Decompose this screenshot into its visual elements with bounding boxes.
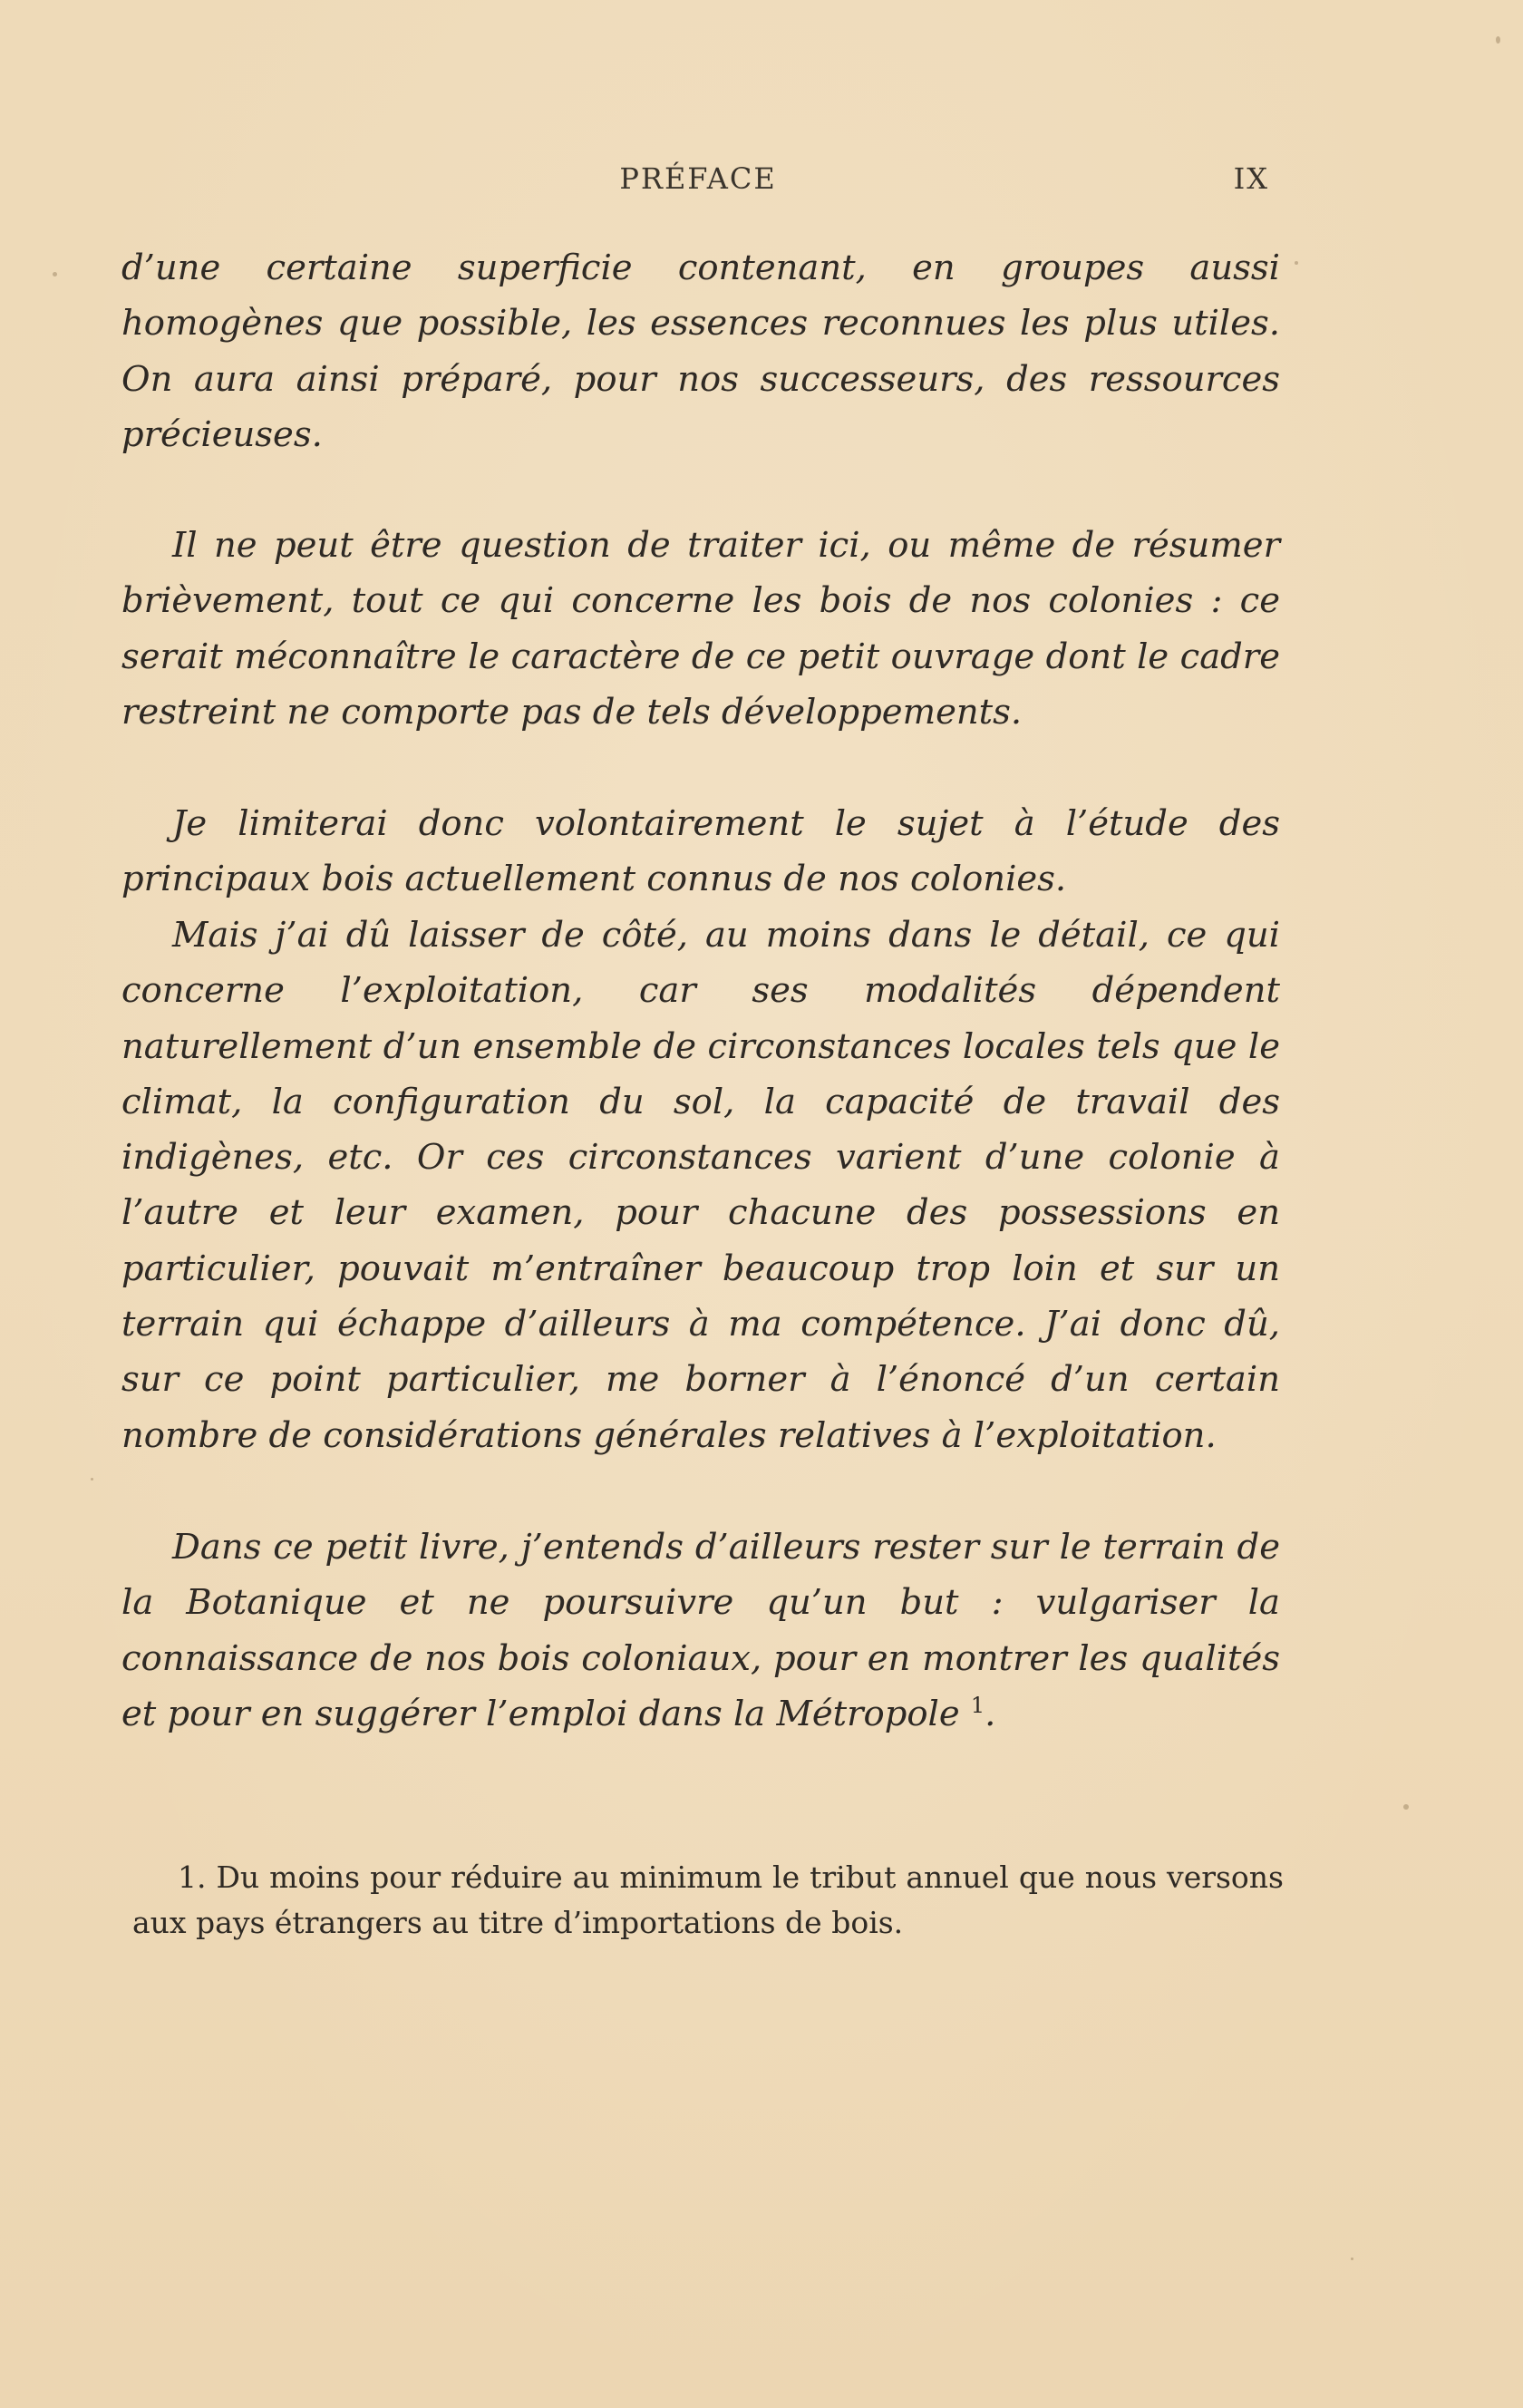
paper-speck: [1496, 36, 1500, 44]
paragraph-with-footnote: [121, 1520, 1280, 1742]
paragraph: Je limiterai donc volontairement le sujet à l’étude des principaux bois actuellement connus de nos colonies.: [121, 803, 1280, 900]
paragraph: Mais j’ai dû laisser de côté, au moins dans le détail, ce qui concerne l’exploitation, car ses modalités dépendent naturellement d’un ensemble de circonstances locales tels que le climat, la configuration du sol, la capacité de travail des indigènes, etc. Or ces circonstances varient d’une colonie à l’autre et leur examen, pour chacune des possessions en particulier, pouvait m’entraîner beaucoup trop loin et sur un terrain qui échappe d’ailleurs à ma compétence. J’ai donc dû, sur ce point particulier, me borner à l’énoncé d’un certain nombre de considérations générales relatives à l’exploitation.: [121, 915, 1280, 1456]
paragraph: Il ne peut être question de traiter ici, ou même de résumer brièvement, tout ce qui concerne les bois de nos colonies : ce serait méconnaître le caractère de ce petit ouvrage dont le cadre restreint ne comporte pas de tels développements.: [121, 525, 1280, 733]
paper-speck: [1351, 2258, 1353, 2260]
footnote-reference[interactable]: 1: [970, 1692, 985, 1718]
paragraph-continuation: d’une certaine superficie contenant, en groupes aussi homogènes que possible, les essences reconnues les plus utiles. On aura ainsi préparé, pour nos successeurs, des ressources précieuses.: [121, 248, 1280, 455]
paragraph-text: Dans ce petit livre, j’entends d’ailleurs rester sur le terrain de la Botanique et ne poursuivre qu’un but : vulgariser la connaissance de nos bois coloniaux, pour en montrer les qualités et pour en suggérer l’emploi dans la Métropole: [121, 1527, 1280, 1734]
running-title: PRÉFACE: [619, 161, 777, 196]
footnote: 1. Du moins pour réduire au minimum le tribut annuel que nous versons aux pays étrangers au titre d’importations de bois.: [132, 1859, 1284, 1940]
paper-speck: [1403, 1804, 1409, 1810]
paper-speck: [91, 1478, 93, 1481]
paper-speck: [53, 272, 57, 277]
page-header: [127, 161, 1269, 201]
paper-speck: [1295, 261, 1298, 265]
sentence-end: .: [985, 1693, 996, 1734]
page-number: IX: [1233, 161, 1269, 196]
